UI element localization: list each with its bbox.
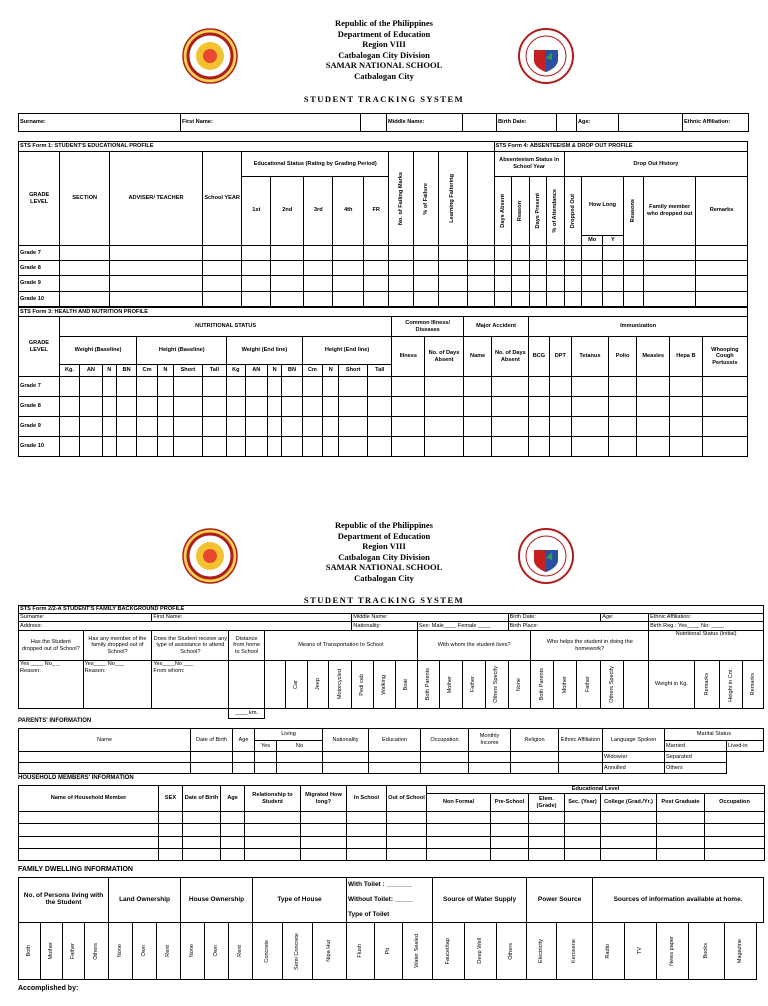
p2-age-field[interactable]: Age:: [601, 614, 649, 622]
major-accident-header: Major Accident: [463, 317, 528, 337]
adviser-header: ADVISER/ TEACHER: [109, 152, 202, 246]
tetanus-header: Tetanus: [572, 337, 609, 377]
distance-km-field[interactable]: ____ km.: [229, 709, 264, 719]
transport-header: Means of Transportation to School: [264, 631, 417, 661]
house-type-option: Nipa Hut: [326, 940, 333, 962]
hepa-b-header: Hepa B: [670, 337, 703, 377]
header-line: Catbalogan City: [354, 70, 414, 81]
accomplished-by-label: Accomplished by:: [18, 985, 79, 992]
birth-reg-field[interactable]: Birth Reg.: Yes____ No: ____: [649, 622, 764, 631]
table-row: Grade 8: [19, 397, 748, 417]
student-name-table: [18, 113, 749, 132]
help-option: Both Parents: [539, 668, 546, 701]
table-row: [19, 812, 765, 824]
p2-first-name-field[interactable]: First Name:: [152, 614, 352, 622]
water-option: Others: [508, 942, 515, 960]
birth-place-field[interactable]: Birth Place:: [508, 622, 649, 631]
who-helps-header: Who helps the student in doing the homework?: [531, 631, 649, 661]
marital-option[interactable]: Married: [665, 741, 727, 752]
height-baseline-header: Height (Baseline): [137, 337, 227, 365]
marital-option[interactable]: Others: [665, 763, 727, 774]
marital-option[interactable]: Separated: [665, 752, 727, 763]
house-option: Own: [213, 945, 220, 957]
remarks-header: Remarks: [749, 673, 756, 696]
sub-header: AN: [245, 365, 267, 377]
section-header: SECTION: [60, 152, 110, 246]
sub-header: BN: [282, 365, 302, 377]
educational-profile-table: [18, 141, 748, 307]
table-row: Grade 10: [19, 437, 748, 457]
header-line: Republic of the Philippines: [334, 520, 433, 530]
pct-failure-header: % of Failure: [422, 182, 429, 215]
how-long-header: How Long: [582, 176, 623, 235]
header-line: Republic of the Philippines: [334, 18, 433, 28]
parent-ethnic-header: Ethnic Affiliation: [559, 729, 603, 752]
house-type-header: Type of House: [253, 878, 347, 923]
form3-title: STS Form 3: HEALTH AND NUTRITION PROFILE: [19, 308, 748, 317]
dpt-header: DPT: [549, 337, 571, 377]
household-section-title: HOUSEHOLD MEMBERS' INFORMATION: [18, 775, 134, 781]
illness-header: Illness: [392, 337, 425, 377]
form4-title: STS Form 4: ABSENTEEISM & DROP OUT PROFILE: [494, 142, 747, 152]
p2-middle-name-field[interactable]: Middle Name:: [352, 614, 508, 622]
table-row: [19, 836, 765, 848]
form2-title: STS Form 2/2-A STUDENT'S FAMILY BACKGROUND PROFILE: [19, 606, 764, 614]
nonformal-header: Non Formal: [427, 794, 491, 812]
edu-status-header: Educational Status (Rating by Grading Period): [242, 152, 389, 176]
water-option: Faucet/tap: [445, 937, 452, 965]
header-block: [0, 520, 768, 583]
table-row: [19, 752, 764, 763]
hh-sex-header: SEX: [159, 786, 183, 812]
polio-header: Polio: [608, 337, 637, 377]
first-name-field[interactable]: First Name:: [181, 114, 361, 132]
marital-option[interactable]: Annulled: [603, 763, 665, 774]
page-title: STUDENT TRACKING SYSTEM: [303, 94, 465, 104]
sub-header: N: [157, 365, 173, 377]
reasons-header: Reasons: [630, 199, 637, 223]
school-year-header: School YEAR: [203, 152, 242, 246]
hh-dob-header: Date of Birth: [183, 786, 221, 812]
q-dropped-header: Has the Student dropped out of School?: [19, 631, 84, 661]
language-header: Language Spoken: [603, 729, 665, 752]
toilet-option: Pit: [385, 947, 392, 955]
fr-header: FR: [364, 176, 389, 245]
common-illness-header: Common Illness/ Diseases: [392, 317, 463, 337]
info-option: Books: [703, 943, 710, 959]
power-option: Kerosene: [571, 939, 578, 963]
table-row: [19, 848, 765, 860]
sub-header: Kg: [227, 365, 245, 377]
toilet-type-header: Type of Toilet: [347, 908, 433, 922]
live-option: Others Specify: [493, 666, 500, 703]
absent-status-header: Absenteeism Status in School Year: [494, 152, 564, 176]
weight-endline-header: Weight (End line): [227, 337, 303, 365]
family-background-table: [18, 605, 764, 719]
sub-header: AN: [80, 365, 102, 377]
marital-option[interactable]: Lived-in: [727, 741, 764, 752]
sub-header: N: [102, 365, 116, 377]
nutri-initial-header: Nutritional Status (Initial): [649, 631, 764, 661]
land-ownership-header: Land Ownership: [109, 878, 181, 923]
sub-header: Cm: [302, 365, 322, 377]
sec-header: Sec. (Year): [565, 794, 601, 812]
help-option: Father: [585, 676, 592, 693]
marital-option[interactable]: Widow/er: [603, 752, 665, 763]
live-option: Father: [470, 676, 477, 693]
dropped-out-header: Dropped Out: [569, 193, 576, 228]
transport-option: Motorcycled: [337, 669, 344, 700]
surname-field[interactable]: Surname:: [19, 114, 181, 132]
family-reason[interactable]: Reason:: [84, 667, 106, 674]
edu-level-header: Educational Level: [427, 786, 765, 794]
weight-baseline-header: Weight (Baseline): [59, 337, 137, 365]
parent-education-header: Education: [369, 729, 421, 752]
info-option: TV: [637, 947, 644, 955]
transport-option: Boat: [403, 678, 410, 691]
family-member-header: Family member who dropped out: [644, 176, 696, 245]
hh-in-school-header: In School: [347, 786, 387, 812]
header-line: Catbalogan City Division: [338, 551, 430, 562]
p2-surname-field[interactable]: Surname:: [19, 614, 152, 622]
header-line: Catbalogan City Division: [338, 49, 430, 60]
dropped-yes-no[interactable]: Yes ____ No_ _: [20, 661, 60, 667]
grade-level-header: GRADE LEVEL: [19, 317, 60, 377]
accident-days-absent-header: No. of Days Absent: [492, 337, 529, 377]
immunization-header: Immunization: [529, 317, 748, 337]
q1-header: 1st: [242, 176, 271, 245]
table-row: Grade 9: [19, 417, 748, 437]
p2-ethnic-field[interactable]: Ethnic Affiliation:: [649, 614, 764, 622]
header-block: [0, 18, 768, 81]
sub-header: Tall: [367, 365, 391, 377]
transport-option: Walking: [381, 674, 388, 695]
house-type-option: Semi Concrete: [294, 932, 301, 970]
hh-name-header: Name of Household Member: [19, 786, 159, 812]
living-header: Living: [255, 729, 323, 741]
preschool-header: Pre-School: [491, 794, 529, 812]
height-cm-header: Height in Cm.: [727, 667, 734, 702]
parent-nationality-header: Nationality: [323, 729, 369, 752]
with-whom-header: With whom the student lives?: [417, 631, 531, 661]
faltering-header: Learning Faltering: [449, 174, 456, 223]
illness-days-absent-header: No. of Days Absent: [425, 337, 464, 377]
toilet-option: Flush: [357, 944, 364, 958]
assist-yes-no[interactable]: Yes____No ___: [153, 661, 193, 667]
pct-attendance-header: % of Attendance: [552, 188, 559, 233]
q-family-header: Has any member of the family dropped out of School?: [83, 631, 152, 661]
assist-from-whom[interactable]: From whom:: [153, 667, 185, 674]
live-option: Mother: [447, 675, 454, 694]
transport-option: Car: [292, 679, 299, 689]
header-line: Department of Education: [337, 28, 431, 39]
transport-option: Jeep: [314, 678, 321, 691]
hh-occupation-header: Occupation: [705, 794, 765, 812]
days-absent-header: Days Absent: [499, 193, 506, 228]
measles-header: Measles: [637, 337, 670, 377]
grade-level-header: GRADE LEVEL: [19, 152, 60, 246]
mo-header: Mo: [582, 235, 603, 245]
header-line: SAMAR NATIONAL SCHOOL: [325, 562, 443, 572]
health-profile-table: [18, 307, 748, 457]
religion-header: Religion: [511, 729, 559, 752]
sub-header: Tall: [202, 365, 226, 377]
sub-header: Short: [339, 365, 368, 377]
q3-header: 3rd: [304, 176, 333, 245]
elem-header: Elem. (Grade): [529, 794, 565, 812]
persons-option: Both: [26, 945, 33, 957]
sub-header: N: [267, 365, 281, 377]
table-row: Grade 7: [19, 245, 748, 260]
table-row: Grade 7: [19, 377, 748, 397]
transport-option: Pedi cab: [359, 673, 366, 696]
living-yes: Yes: [255, 741, 277, 752]
land-option: Own: [141, 945, 148, 957]
parent-age-header: Age: [233, 729, 255, 752]
without-toilet-field[interactable]: Without Toilet: _____: [347, 893, 433, 908]
page-title: STUDENT TRACKING SYSTEM: [303, 595, 465, 605]
toilet-option: Water Sealed: [414, 934, 421, 968]
house-option: Rent: [237, 945, 244, 957]
power-option: Electricity: [538, 939, 545, 963]
height-endline-header: Height (End line): [302, 337, 392, 365]
house-ownership-header: House Ownership: [181, 878, 253, 923]
table-row: Grade 8: [19, 261, 748, 276]
water-source-header: Source of Water Supply: [433, 878, 527, 923]
monthly-income-header: Monthly Income: [469, 729, 511, 752]
table-row: [19, 763, 764, 774]
post-grad-header: Post Graduate: [657, 794, 705, 812]
p2-birth-date-field[interactable]: Birth Date:: [508, 614, 601, 622]
water-option: Deep Well: [477, 938, 484, 964]
remarks-header: Remarks: [703, 673, 710, 696]
marital-status-header: Marital Status: [665, 729, 764, 741]
with-toilet-field[interactable]: With Toilet : _______: [347, 878, 433, 893]
distance-header: Distance from home to School: [229, 631, 264, 661]
persons-option: Father: [70, 942, 77, 960]
ethnic-field[interactable]: Ethnic Affiliation:: [683, 114, 749, 132]
weight-kg-header: Weight in Kg.: [649, 661, 695, 709]
sub-header: Short: [174, 365, 203, 377]
college-header: College (Grad./Yr.): [601, 794, 657, 812]
q2-header: 2nd: [271, 176, 304, 245]
table-row: [19, 824, 765, 836]
help-option: Others Specify: [608, 666, 615, 703]
sub-header: N: [323, 365, 339, 377]
info-option: News paper: [669, 936, 676, 966]
help-option: Mother: [561, 675, 568, 694]
table-row: Grade 10: [19, 291, 748, 306]
days-present-header: Days Present: [534, 193, 541, 229]
middle-name-field[interactable]: Middle Name:: [387, 114, 463, 132]
dropout-history-header: Drop Out History: [564, 152, 747, 176]
reason-header: Reason: [517, 200, 524, 221]
parent-name-header: Name: [19, 729, 191, 752]
info-option: Radio: [605, 943, 612, 959]
land-option: Rent: [165, 945, 172, 957]
persons-header: No. of Persons living with the Student: [19, 878, 109, 923]
sub-header: BN: [116, 365, 136, 377]
sex-field[interactable]: Sex: Male____ Female ____: [417, 622, 508, 631]
parent-occupation-header: Occupation: [421, 729, 469, 752]
accident-name-header: Name: [463, 337, 492, 377]
table-row: Grade 9: [19, 276, 748, 291]
live-option: Both Parents: [425, 668, 432, 701]
header-line: SAMAR NATIONAL SCHOOL: [325, 60, 443, 70]
parents-table: [18, 728, 764, 774]
sub-header: Cm: [137, 365, 157, 377]
dwelling-section-title: FAMILY DWELLING INFORMATION: [18, 866, 133, 873]
whooping-cough-header: Whooping Cough Pertussis: [702, 337, 747, 377]
bcg-header: BCG: [529, 337, 549, 377]
family-yes-no[interactable]: Yes____ No___: [84, 661, 125, 667]
header-line: Department of Education: [337, 530, 431, 541]
dwelling-table: [18, 877, 764, 980]
house-type-option: Concrete: [264, 939, 271, 963]
land-option: None: [117, 944, 124, 958]
household-table: [18, 785, 765, 861]
q4-header: 4th: [333, 176, 364, 245]
hh-migrated-header: Migrated How long?: [301, 786, 347, 812]
hh-out-school-header: Out of School: [387, 786, 427, 812]
nationality-field[interactable]: Nationality:: [352, 622, 418, 631]
hh-relationship-header: Relationship to Student: [245, 786, 301, 812]
live-option: None: [516, 677, 523, 692]
y-header: Y: [603, 235, 624, 245]
persons-option: Others: [93, 942, 100, 960]
living-no: No: [277, 741, 323, 752]
house-option: None: [189, 944, 196, 958]
parent-dob-header: Date of Birth: [191, 729, 233, 752]
info-option: Magazine: [737, 938, 744, 964]
header-line: Catbalogan City: [354, 572, 414, 583]
remarks-header: Remarks: [696, 176, 748, 245]
header-line: Region VIII: [362, 39, 406, 49]
failing-header: No. of Failing Marks: [397, 171, 404, 226]
persons-option: Mother: [48, 942, 55, 960]
dropped-reason[interactable]: Reason:: [20, 667, 41, 674]
hh-age-header: Age: [221, 786, 245, 812]
age-field[interactable]: Age:: [577, 114, 619, 132]
address-field[interactable]: Address:: [19, 622, 352, 631]
birth-date-field[interactable]: Birth Date:: [497, 114, 557, 132]
info-sources-header: Sources of information available at home.: [593, 878, 764, 923]
header-line: Region VIII: [362, 541, 406, 551]
nutritional-status-header: NUTRITIONAL STATUS: [59, 317, 392, 337]
q-assist-header: Does the Student receive any type of assistance to attend School?: [152, 631, 229, 661]
sub-header: Kg.: [59, 365, 79, 377]
parents-section-title: PARENTS' INFORMATION: [18, 718, 92, 724]
power-source-header: Power Source: [527, 878, 593, 923]
form1-title: STS Form 1: STUDENT'S EDUCATIONAL PROFILE: [19, 142, 495, 152]
